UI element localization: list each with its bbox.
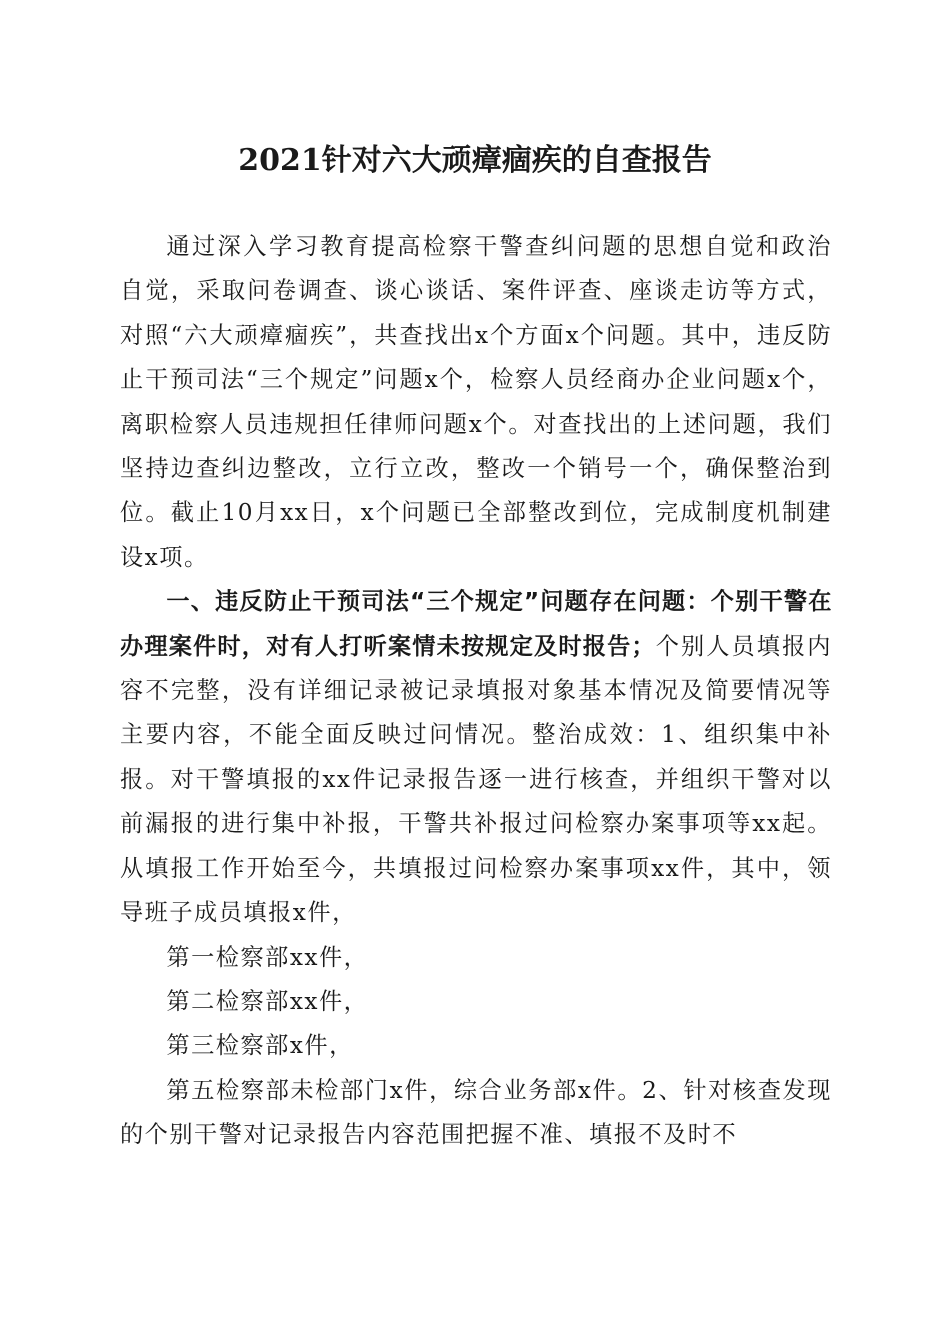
last-paragraph: 第五检察部未检部门x件，综合业务部x件。2、针对核查发现的个别干警对记录报告内容范围把握不准、填报不及时不 [120, 1076, 832, 1149]
dept-line-2: 第二检察部xx件， [166, 987, 369, 1015]
document-title: 2021针对六大顽瘴痼疾的自查报告 [238, 143, 712, 178]
section-1-body: 个别人员填报内容不完整，没有详细记录被记录填报对象基本情况及简要情况等主要内容，不能全面反映过问情况。整治成效：1、组织集中补报。对干警填报的xx件记录报告逐一进行核查，并组织干警对以前漏报的进行集中补报，干警共补报过问检察办案事项等xx起。从填报工作开始至今，共填报过问检察办案事项xx件，其中，领导班子成员填报x件， [120, 632, 832, 927]
intro-paragraph: 通过深入学习教育提高检察干警查纠问题的思想自觉和政治自觉，采取问卷调查、谈心谈话、案件评查、座谈走访等方式，对照“六大顽瘴痼疾”，共查找出x个方面x个问题。其中，违反防止干预司法“三个规定”问题x个，检察人员经商办企业问题x个，离职检察人员违规担任律师问题x个。对查找出的上述问题，我们坚持边查纠边整改，立行立改，整改一个销号一个，确保整治到位。截止10月xx日，x个问题已全部整改到位，完成制度机制建设x项。 [120, 233, 832, 571]
section-1-heading: 一、违反防止干预司法“三个规定”问题存在问题：个别干警在办理案件时，对有人打听案情未按规定及时报告； [120, 588, 832, 660]
section-1-paragraph [120, 580, 832, 935]
dept-line-1: 第一检察部xx件， [166, 943, 369, 971]
dept-line-3: 第三检察部x件， [166, 1032, 354, 1060]
document-body [120, 225, 832, 1158]
